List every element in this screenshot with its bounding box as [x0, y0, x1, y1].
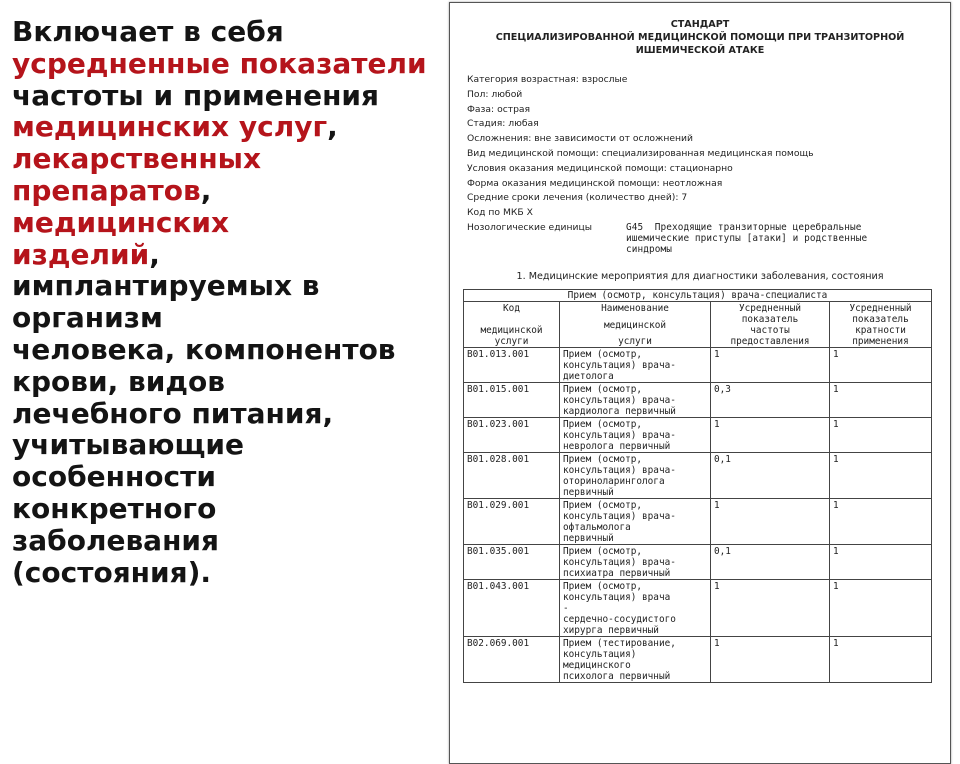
section-title: 1. Медицинские мероприятия для диагностики заболевания, состояния — [516, 271, 884, 282]
cell-code: B01.015.001 — [464, 383, 560, 418]
cell-code: B01.035.001 — [464, 545, 560, 580]
meta-line: Код по МКБ X — [467, 207, 533, 219]
cell-freq: 0,1 — [711, 453, 830, 499]
cell-name: Прием (осмотр, консультация) врача- психиатра первичный — [560, 545, 711, 580]
document-title — [450, 18, 950, 57]
slide-line — [12, 48, 452, 80]
slide-line-text: заболевания — [12, 523, 220, 557]
standard-document — [449, 2, 951, 764]
highlighted-term: препаратов — [12, 173, 201, 207]
highlighted-term: лекарственных — [12, 142, 262, 176]
meta-line: Условия оказания медицинской помощи: стационарно — [467, 162, 733, 174]
slide-line — [12, 429, 452, 461]
slide-line-text: лечебного питания, — [12, 396, 334, 430]
table-caption: Прием (осмотр, консультация) врача-специалиста — [464, 290, 932, 302]
table-row — [464, 348, 932, 383]
slide-line — [12, 366, 452, 398]
punctuation: , — [149, 237, 160, 271]
nosology-value: G45 Преходящие транзиторные церебральные ишемические приступы [атаки] и родственные синдромы — [626, 221, 868, 256]
cell-name: Прием (осмотр, консультация) врача - сердечно-сосудистого хирурга первичный — [560, 580, 711, 637]
slide-line — [12, 207, 452, 239]
services-table — [463, 289, 932, 683]
column-header — [711, 302, 830, 348]
cell-mult: 1 — [830, 545, 932, 580]
cell-name: Прием (осмотр, консультация) врача- офтальмолога первичный — [560, 499, 711, 545]
cell-code: B01.013.001 — [464, 348, 560, 383]
cell-code: B02.069.001 — [464, 637, 560, 683]
slide-line-text: особенности — [12, 460, 216, 494]
slide-line-text: имплантируемых в — [12, 269, 320, 303]
column-header — [464, 302, 560, 348]
slide-line — [12, 461, 452, 493]
table-caption-row — [464, 290, 932, 302]
slide-line — [12, 16, 452, 48]
cell-code: B01.023.001 — [464, 418, 560, 453]
cell-mult: 1 — [830, 580, 932, 637]
slide-line-text: организм — [12, 301, 163, 335]
cell-freq: 1 — [711, 499, 830, 545]
cell-freq: 0,1 — [711, 545, 830, 580]
cell-name: Прием (осмотр, консультация) врача- оториноларинголога первичный — [560, 453, 711, 499]
column-header-text: Наименование медицинской услуги — [601, 303, 669, 347]
cell-mult: 1 — [830, 383, 932, 418]
title-line: ИШЕМИЧЕСКОЙ АТАКЕ — [635, 45, 765, 56]
nosology-row — [467, 221, 950, 256]
highlighted-term: медицинских услуг — [12, 110, 328, 144]
slide-line-text: конкретного — [12, 491, 217, 525]
slide-line — [12, 302, 452, 334]
cell-name: Прием (осмотр, консультация) врача- кардиолога первичный — [560, 383, 711, 418]
meta-line: Стадия: любая — [467, 118, 539, 130]
table-header-row — [464, 302, 932, 348]
table-row — [464, 418, 932, 453]
meta-line: Форма оказания медицинской помощи: неотложная — [467, 177, 723, 189]
table-row — [464, 637, 932, 683]
slide-line-text: Включает в себя — [12, 15, 284, 48]
cell-code: B01.043.001 — [464, 580, 560, 637]
meta-line: Осложнения: вне зависимости от осложнений — [467, 133, 693, 145]
slide-line-text: человека, компонентов — [12, 332, 396, 366]
slide-line-text: частоты и применения — [12, 78, 380, 112]
cell-freq: 1 — [711, 348, 830, 383]
cell-name: Прием (тестирование, консультация) медицинского психолога первичный — [560, 637, 711, 683]
highlighted-term: изделий — [12, 237, 150, 271]
slide-text — [12, 16, 452, 588]
highlighted-term: медицинских — [12, 205, 230, 239]
cell-freq: 1 — [711, 580, 830, 637]
slide-line — [12, 143, 452, 175]
cell-mult: 1 — [830, 453, 932, 499]
meta-line: Пол: любой — [467, 88, 523, 100]
table-row — [464, 545, 932, 580]
title-line: СПЕЦИАЛИЗИРОВАННОЙ МЕДИЦИНСКОЙ ПОМОЩИ ПРИ ТРАНЗИТОРНОЙ — [495, 32, 905, 43]
meta-line: Вид медицинской помощи: специализированная медицинская помощь — [467, 147, 814, 159]
slide-line-text: (состояния). — [12, 555, 212, 589]
column-header — [560, 302, 711, 348]
table-row — [464, 453, 932, 499]
cell-name: Прием (осмотр, консультация) врача- диетолога — [560, 348, 711, 383]
column-header — [830, 302, 932, 348]
cell-mult: 1 — [830, 499, 932, 545]
highlighted-term: усредненные показатели — [12, 46, 427, 80]
punctuation: , — [327, 110, 338, 144]
slide-line — [12, 398, 452, 430]
slide-line — [12, 175, 452, 207]
table-row — [464, 580, 932, 637]
slide-line-text: учитывающие — [12, 428, 245, 462]
cell-mult: 1 — [830, 348, 932, 383]
meta-line: Средние сроки лечения (количество дней): 7 — [467, 192, 688, 204]
slide-line — [12, 270, 452, 302]
column-header-text: Усредненный показатель частоты предоставления — [730, 303, 810, 347]
cell-freq: 1 — [711, 637, 830, 683]
meta-line: Фаза: острая — [467, 103, 531, 115]
slide-line-text: крови, видов — [12, 364, 225, 398]
cell-name: Прием (осмотр, консультация) врача- невролога первичный — [560, 418, 711, 453]
slide-line — [12, 525, 452, 557]
column-header-text: Усредненный показатель кратности применения — [849, 303, 912, 347]
table-row — [464, 383, 932, 418]
slide-line — [12, 557, 452, 589]
cell-mult: 1 — [830, 418, 932, 453]
slide-line — [12, 493, 452, 525]
punctuation: , — [200, 173, 212, 207]
slide-line — [12, 80, 452, 112]
column-header-text: Код медицинской услуги — [480, 303, 543, 347]
cell-freq: 1 — [711, 418, 830, 453]
table-row — [464, 499, 932, 545]
cell-code: B01.028.001 — [464, 453, 560, 499]
nosology-label: Нозологические единицы — [467, 221, 593, 233]
title-line: СТАНДАРТ — [670, 19, 730, 30]
cell-freq: 0,3 — [711, 383, 830, 418]
cell-mult: 1 — [830, 637, 932, 683]
cell-code: B01.029.001 — [464, 499, 560, 545]
document-meta — [467, 73, 950, 256]
slide-line — [12, 239, 452, 271]
slide-line — [12, 334, 452, 366]
meta-line: Категория возрастная: взрослые — [467, 74, 628, 85]
slide-line — [12, 111, 452, 143]
